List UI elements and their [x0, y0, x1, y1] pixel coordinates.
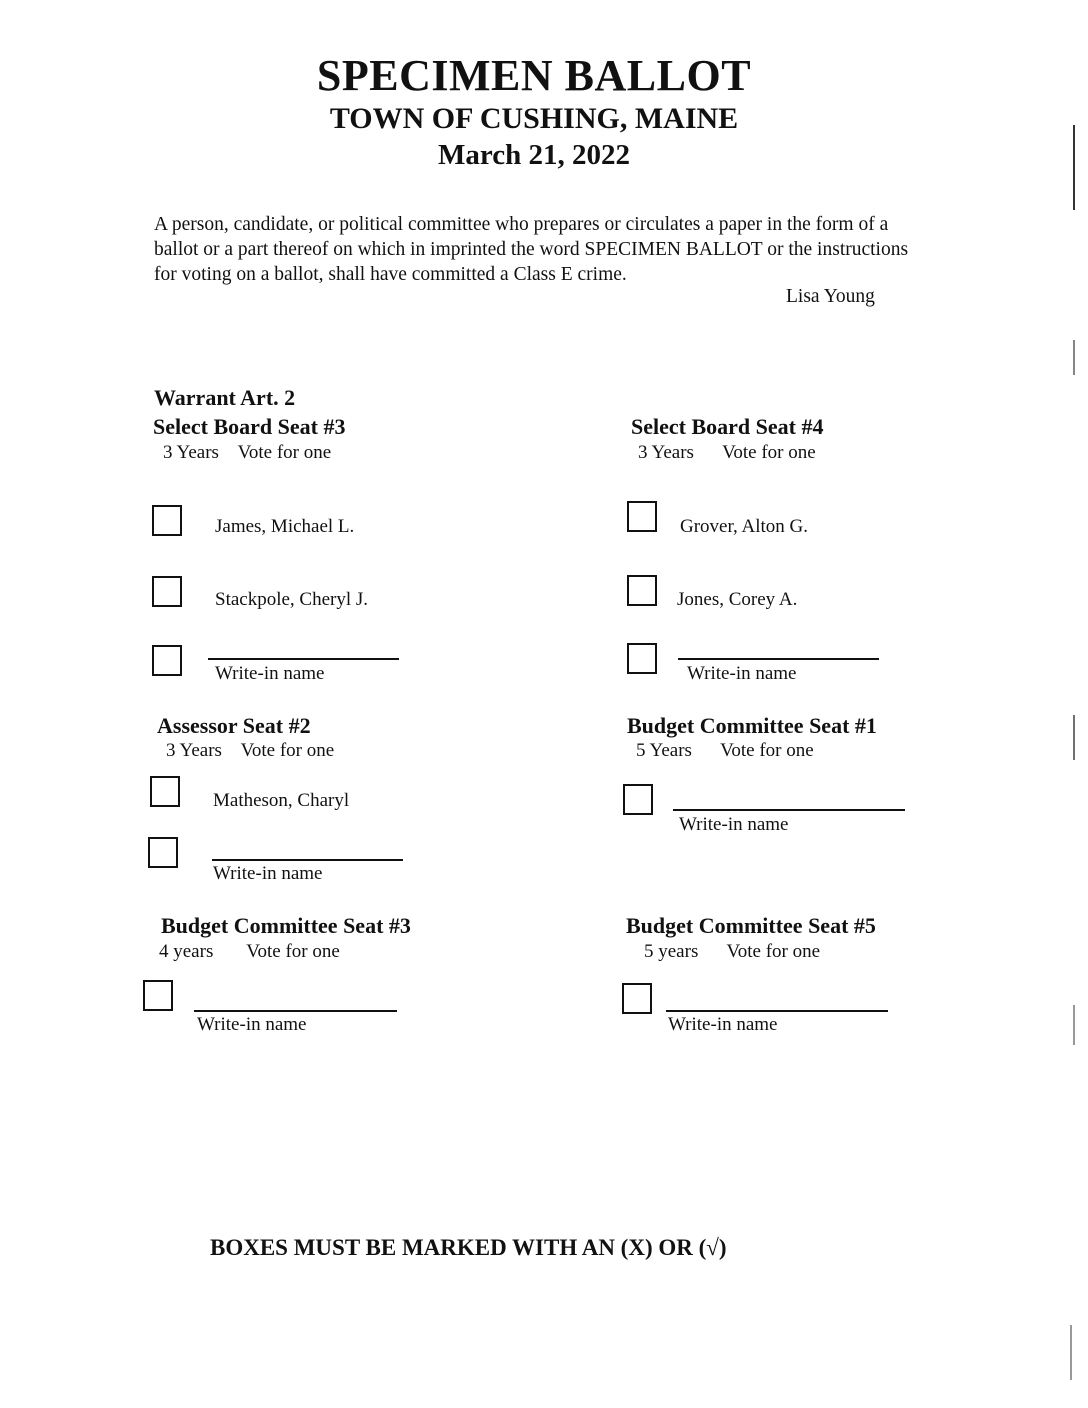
warrant-article: Warrant Art. 2 — [154, 385, 296, 410]
race-term: 5 years Vote for one — [644, 941, 821, 962]
race-term: 3 Years Vote for one — [638, 442, 816, 463]
scan-margin-mark — [1073, 1005, 1075, 1045]
write-in-label: Write-in name — [679, 814, 789, 835]
race-title: Assessor Seat #2 — [157, 713, 311, 738]
notice-signer: Lisa Young — [786, 286, 875, 307]
write-in-line[interactable] — [673, 809, 905, 811]
scan-margin-mark — [1073, 340, 1075, 375]
race-title: Budget Committee Seat #3 — [161, 913, 411, 938]
race-title: Select Board Seat #3 — [153, 414, 346, 439]
race-title: Budget Committee Seat #1 — [627, 713, 877, 738]
write-in-label: Write-in name — [215, 663, 325, 684]
race-term: 4 years Vote for one — [159, 941, 340, 962]
vote-checkbox[interactable] — [627, 501, 657, 532]
race-title: Budget Committee Seat #5 — [626, 913, 876, 938]
write-in-line[interactable] — [678, 658, 879, 660]
write-in-checkbox[interactable] — [148, 837, 178, 868]
scan-margin-mark — [1073, 715, 1075, 760]
town-name: TOWN OF CUSHING, MAINE — [329, 102, 739, 135]
write-in-checkbox[interactable] — [152, 645, 182, 676]
write-in-checkbox[interactable] — [623, 784, 653, 815]
election-date: March 21, 2022 — [438, 139, 630, 171]
vote-checkbox[interactable] — [150, 776, 180, 807]
scan-margin-mark — [1073, 125, 1075, 210]
race-term: 3 Years Vote for one — [163, 442, 332, 463]
legal-notice: A person, candidate, or political committee who prepares or circulates a paper in the form of a ballot or a part thereof on which in imprinted the word SPECIMEN BALLOT or the instructions for voting on a ballot, shall have committed a Class E crime. — [154, 214, 909, 285]
marking-instruction: BOXES MUST BE MARKED WITH AN (X) OR (√) — [210, 1235, 727, 1260]
write-in-line[interactable] — [194, 1010, 397, 1012]
race-title: Select Board Seat #4 — [631, 414, 824, 439]
write-in-label: Write-in name — [213, 863, 323, 884]
candidate-name: Matheson, Charyl — [213, 790, 350, 811]
write-in-checkbox[interactable] — [143, 980, 173, 1011]
candidate-name: Grover, Alton G. — [680, 516, 808, 537]
candidate-name: James, Michael L. — [215, 516, 355, 537]
vote-checkbox[interactable] — [152, 505, 182, 536]
write-in-label: Write-in name — [668, 1014, 778, 1035]
race-term: 5 Years Vote for one — [636, 740, 814, 761]
write-in-line[interactable] — [208, 658, 399, 660]
write-in-line[interactable] — [666, 1010, 888, 1012]
ballot-title: SPECIMEN BALLOT — [316, 51, 752, 100]
write-in-checkbox[interactable] — [627, 643, 657, 674]
candidate-name: Jones, Corey A. — [677, 589, 798, 610]
vote-checkbox[interactable] — [627, 575, 657, 606]
scan-margin-mark — [1070, 1325, 1072, 1380]
vote-checkbox[interactable] — [152, 576, 182, 607]
candidate-name: Stackpole, Cheryl J. — [215, 589, 369, 610]
write-in-line[interactable] — [212, 859, 403, 861]
race-term: 3 Years Vote for one — [166, 740, 335, 761]
write-in-checkbox[interactable] — [622, 983, 652, 1014]
write-in-label: Write-in name — [687, 663, 797, 684]
write-in-label: Write-in name — [197, 1014, 307, 1035]
